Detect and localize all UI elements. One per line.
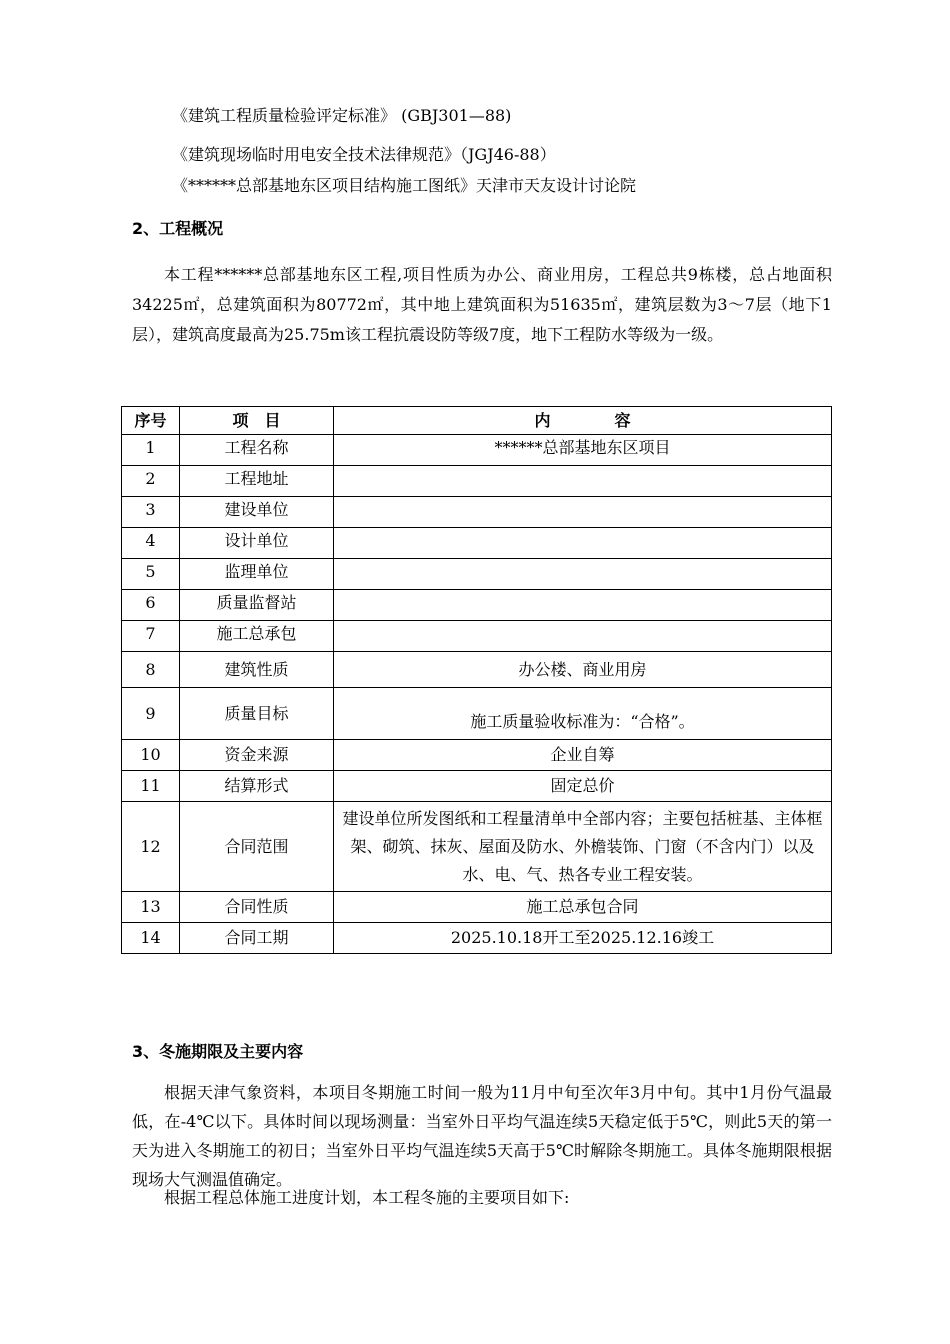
table-row — [122, 652, 832, 688]
row-content: 固定总价 — [334, 771, 832, 802]
row-item: 施工总承包 — [180, 621, 334, 652]
row-seq: 11 — [122, 771, 180, 802]
table-row — [122, 590, 832, 621]
table-row — [122, 771, 832, 802]
row-item: 结算形式 — [180, 771, 334, 802]
row-content: 施工总承包合同 — [334, 892, 832, 923]
table-row — [122, 559, 832, 590]
row-seq: 1 — [122, 435, 180, 466]
row-seq: 14 — [122, 923, 180, 954]
row-item: 工程名称 — [180, 435, 334, 466]
row-content: 施工质量验收标准为：“合格”。 — [334, 688, 832, 740]
row-seq: 13 — [122, 892, 180, 923]
row-content: ******总部基地东区项目 — [334, 435, 832, 466]
row-item: 设计单位 — [180, 528, 334, 559]
row-seq: 9 — [122, 688, 180, 740]
row-item: 资金来源 — [180, 740, 334, 771]
row-item: 质量监督站 — [180, 590, 334, 621]
table-row — [122, 466, 832, 497]
table-row — [122, 740, 832, 771]
table-row — [122, 528, 832, 559]
section-2-heading: 2、工程概况 — [132, 219, 224, 238]
table-header-row — [122, 407, 832, 435]
row-item: 建设单位 — [180, 497, 334, 528]
row-content: 建设单位所发图纸和工程量清单中全部内容；主要包括桩基、主体框架、砌筑、抹灰、屋面及防水、外檐装饰、门窗（不含内门）以及水、电、气、热各专业工程安装。 — [334, 802, 832, 892]
table-row — [122, 497, 832, 528]
row-item: 监理单位 — [180, 559, 334, 590]
table-row — [122, 802, 832, 892]
row-content: 办公楼、商业用房 — [334, 652, 832, 688]
header-content: 内 容 — [334, 407, 832, 435]
row-seq: 8 — [122, 652, 180, 688]
row-seq: 7 — [122, 621, 180, 652]
row-content: 2025.10.18开工至2025.12.16竣工 — [334, 923, 832, 954]
row-content — [334, 559, 832, 590]
row-seq: 3 — [122, 497, 180, 528]
row-item: 合同工期 — [180, 923, 334, 954]
row-item: 建筑性质 — [180, 652, 334, 688]
row-item: 工程地址 — [180, 466, 334, 497]
row-seq: 10 — [122, 740, 180, 771]
header-item: 项 目 — [180, 407, 334, 435]
reference-line-3: 《******总部基地东区项目结构施工图纸》天津市天友设计讨论院 — [172, 176, 637, 195]
section-3-paragraph-1: 根据天津气象资料，本项目冬期施工时间一般为11月中旬至次年3月中旬。其中1月份气温最低，在-4℃以下。具体时间以现场测量：当室外日平均气温连续5天稳定低于5℃，则此5天的第一天为进入冬期施工的初日；当室外日平均气温连续5天高于5℃时解除冬期施工。具体冬施期限根据现场大气测温值确定。 — [132, 1083, 832, 1189]
row-item: 质量目标 — [180, 688, 334, 740]
project-info-table — [121, 406, 832, 954]
row-seq: 2 — [122, 466, 180, 497]
row-content — [334, 590, 832, 621]
row-item: 合同范围 — [180, 802, 334, 892]
header-seq: 序号 — [122, 407, 180, 435]
table-row — [122, 435, 832, 466]
row-seq: 12 — [122, 802, 180, 892]
table-row — [122, 621, 832, 652]
row-content — [334, 466, 832, 497]
row-seq: 6 — [122, 590, 180, 621]
row-content — [334, 621, 832, 652]
row-content — [334, 528, 832, 559]
table-row — [122, 892, 832, 923]
reference-line-1: 《建筑工程质量检验评定标准》 (GBJ301—88) — [172, 106, 512, 125]
row-seq: 5 — [122, 559, 180, 590]
row-content: 企业自筹 — [334, 740, 832, 771]
section-3-paragraph-2: 根据工程总体施工进度计划，本工程冬施的主要项目如下: — [164, 1188, 570, 1207]
row-seq: 4 — [122, 528, 180, 559]
section-2-paragraph: 本工程******总部基地东区工程,项目性质为办公、商业用房，工程总共9栋楼，总占地面积34225㎡，总建筑面积为80772㎡，其中地上建筑面积为51635㎡，建筑层数为3～7层（地下1层），建筑高度最高为25.75m该工程抗震设防等级7度，地下工程防水等级为一级。 — [132, 265, 832, 344]
row-item: 合同性质 — [180, 892, 334, 923]
row-content — [334, 497, 832, 528]
reference-line-2: 《建筑现场临时用电安全技术法律规范》（JGJ46-88） — [172, 145, 556, 164]
section-3-heading: 3、冬施期限及主要内容 — [132, 1042, 304, 1061]
table-row — [122, 923, 832, 954]
table-row — [122, 688, 832, 740]
